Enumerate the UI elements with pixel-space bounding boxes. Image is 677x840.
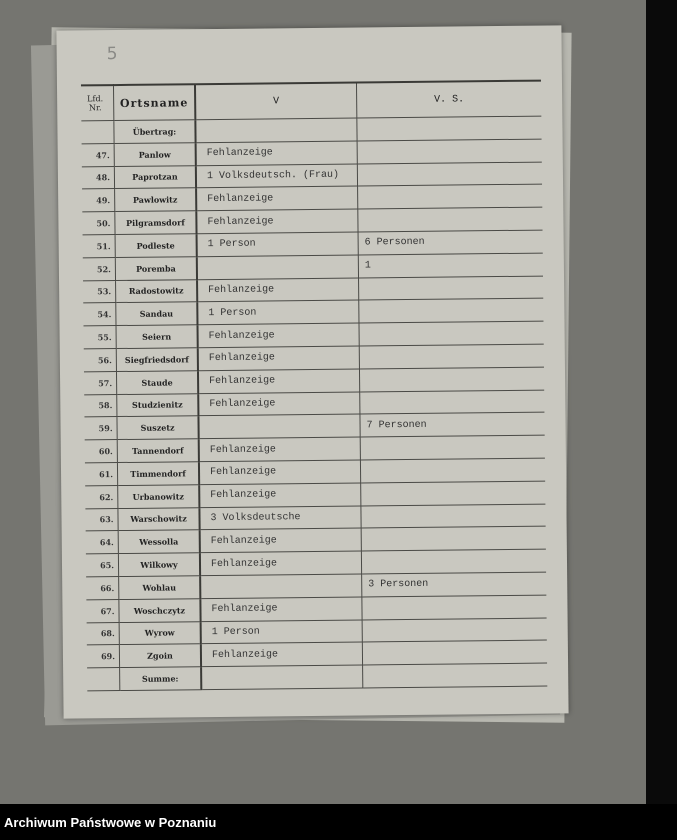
row-ortsname: Wohlau (119, 576, 201, 600)
row-ortsname: Wyrow (119, 621, 201, 645)
row-vs-value (361, 481, 546, 506)
row-v-value: 1 Person (197, 300, 359, 324)
row-vs-value (361, 549, 546, 574)
row-number: 55. (84, 326, 117, 349)
row-ortsname: Suszetz (117, 416, 199, 440)
row-number: 68. (87, 622, 120, 645)
row-v-value: Fehlanzeige (196, 141, 358, 165)
row-vs-value (359, 321, 544, 346)
row-ortsname: Woschczytz (119, 598, 201, 622)
row-number: 63. (85, 508, 118, 531)
row-ortsname: Zgoin (119, 644, 201, 668)
row-number (87, 668, 120, 691)
row-number: 53. (83, 280, 116, 303)
row-vs-value (357, 139, 542, 164)
row-number: 52. (83, 257, 116, 280)
row-vs-value (357, 162, 542, 187)
row-ortsname: Warschowitz (118, 507, 200, 531)
document-page (56, 25, 568, 718)
row-vs-value (361, 526, 546, 551)
row-ortsname: Urbanowitz (118, 484, 200, 508)
row-v-value (195, 118, 357, 142)
row-vs-value: 1 (358, 253, 543, 278)
row-ortsname: Wilkowy (118, 553, 200, 577)
row-vs-value (362, 640, 547, 665)
row-vs-value (358, 207, 543, 232)
row-v-value: Fehlanzeige (199, 437, 361, 461)
row-v-value (198, 414, 360, 438)
row-number: 62. (85, 485, 118, 508)
row-v-value: Fehlanzeige (200, 551, 362, 575)
row-v-value: 3 Volksdeutsche (199, 506, 361, 530)
archive-label: Archiwum Państwowe w Poznaniu (4, 815, 217, 830)
row-v-value (197, 255, 359, 279)
row-ortsname: Studzienitz (117, 393, 199, 417)
row-ortsname: Poremba (115, 256, 197, 280)
row-v-value: Fehlanzeige (200, 597, 362, 621)
row-ortsname: Podleste (115, 234, 197, 258)
row-ortsname: Seiern (116, 325, 198, 349)
row-vs-value (359, 344, 544, 369)
scan-edge (646, 0, 677, 804)
row-v-value: Fehlanzeige (198, 369, 360, 393)
header-nr: Lfd. Nr. (81, 85, 114, 121)
row-number: 58. (84, 394, 117, 417)
row-number: 50. (82, 212, 115, 235)
row-ortsname: Siegfriedsdorf (116, 348, 198, 372)
row-number: 66. (86, 576, 119, 599)
page-number: 5 (106, 44, 118, 65)
row-ortsname: Tannendorf (117, 439, 199, 463)
row-number: 48. (82, 166, 115, 189)
row-v-value: 1 Person (201, 620, 363, 644)
row-number: 59. (84, 417, 117, 440)
row-v-value: 1 Person (197, 232, 359, 256)
row-v-value: Fehlanzeige (198, 346, 360, 370)
row-v-value: Fehlanzeige (197, 278, 359, 302)
row-number: 67. (86, 599, 119, 622)
header-ortsname: Ortsname (113, 84, 195, 120)
row-vs-value (362, 595, 547, 620)
row-ortsname: Radostowitz (116, 279, 198, 303)
row-ortsname: Panlow (114, 143, 196, 167)
row-v-value: Fehlanzeige (196, 209, 358, 233)
row-v-value: 1 Volksdeutsch. (Frau) (196, 164, 358, 188)
row-vs-value (360, 435, 545, 460)
row-vs-value (359, 276, 544, 301)
row-v-value: Fehlanzeige (198, 392, 360, 416)
row-vs-value (359, 298, 544, 323)
row-vs-value: 3 Personen (362, 572, 547, 597)
row-number: 51. (83, 235, 116, 258)
row-v-value (200, 574, 362, 598)
row-vs-value (360, 390, 545, 415)
row-vs-value (360, 458, 545, 483)
row-ortsname: Staude (116, 370, 198, 394)
header-v: V (195, 83, 357, 120)
row-number: 57. (84, 371, 117, 394)
row-v-value: Fehlanzeige (198, 323, 360, 347)
row-number: 56. (84, 349, 117, 372)
row-number: 64. (86, 531, 119, 554)
row-vs-value (357, 116, 542, 141)
table-body (81, 116, 547, 691)
row-ortsname: Timmendorf (117, 462, 199, 486)
table-header-row (81, 81, 541, 121)
row-number: 60. (85, 440, 118, 463)
row-ortsname: Pawlowitz (115, 188, 197, 212)
row-v-value: Fehlanzeige (199, 460, 361, 484)
row-ortsname: Wessolla (118, 530, 200, 554)
row-ortsname: Summe: (120, 667, 202, 691)
row-number: 65. (86, 554, 119, 577)
row-vs-value: 6 Personen (358, 230, 543, 255)
row-number: 61. (85, 463, 118, 486)
row-v-value: Fehlanzeige (201, 642, 363, 666)
row-v-value: Fehlanzeige (199, 483, 361, 507)
header-vs: V. S. (356, 81, 541, 118)
table-row (87, 663, 547, 691)
row-number: 54. (83, 303, 116, 326)
village-table (81, 80, 547, 692)
row-ortsname: Übertrag: (114, 120, 196, 144)
row-number: 69. (87, 645, 120, 668)
row-number: 47. (82, 143, 115, 166)
row-vs-value (359, 367, 544, 392)
row-number: 49. (82, 189, 115, 212)
row-v-value: Fehlanzeige (200, 528, 362, 552)
archive-footer (0, 804, 677, 840)
row-v-value (201, 665, 363, 689)
row-vs-value (361, 504, 546, 529)
row-ortsname: Paprotzan (114, 165, 196, 189)
row-vs-value (358, 184, 543, 209)
row-ortsname: Pilgramsdorf (115, 211, 197, 235)
row-vs-value: 7 Personen (360, 412, 545, 437)
row-number (81, 121, 114, 144)
row-vs-value (362, 618, 547, 643)
row-ortsname: Sandau (116, 302, 198, 326)
row-vs-value (363, 663, 548, 688)
row-v-value: Fehlanzeige (196, 186, 358, 210)
